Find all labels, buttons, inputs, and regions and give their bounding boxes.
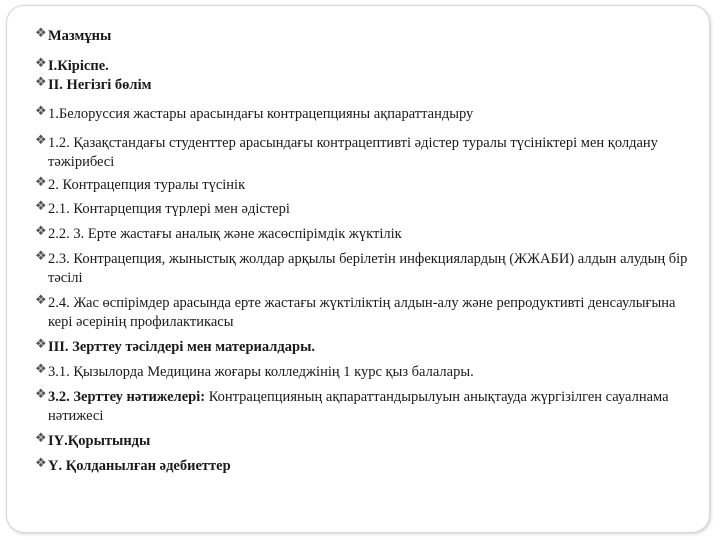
diamond-bullet-icon: ❖ (35, 75, 47, 90)
list-item-text: 1.Белоруссия жастары арасындағы контрацепцияны ақпараттандыру (48, 106, 474, 122)
list-item-text: ІІІ. Зерттеу тәсілдері мен материалдары. (48, 339, 316, 355)
diamond-bullet-icon: ❖ (35, 249, 47, 264)
diamond-bullet-icon: ❖ (35, 337, 47, 352)
list-item-rest: Контрацепцияның ақпараттандырылуын анықтауда жүргізілген сауалнама нәтижесі (48, 389, 669, 424)
list-item-text: 2.3. Контрацепция, жыныстық жолдар арқылы берілетін инфекциялардың (ЖЖАБИ) алдын алудың бір тәсілі (48, 251, 688, 286)
list-item-text: Ү. Қолданылған әдебиеттер (48, 458, 231, 474)
list-item-text: 1.2. Қазақстандағы студенттер арасындағы контрацептивті әдістер туралы түсініктері мен қолдану тәжірибесі (48, 135, 658, 170)
list-item-text: 2.1. Контарцепция түрлері мен әдістері (48, 201, 290, 217)
diamond-bullet-icon: ❖ (35, 199, 47, 214)
diamond-bullet-icon: ❖ (35, 26, 47, 41)
diamond-bullet-icon: ❖ (35, 224, 47, 239)
list-item-text: Мазмұны (48, 28, 112, 44)
diamond-bullet-icon: ❖ (35, 293, 47, 308)
list-item-text (48, 388, 688, 426)
slide-frame (6, 5, 710, 533)
list-item-text: 3.1. Қызылорда Медицина жоғары колледжінің 1 курс қыз балалары. (48, 364, 474, 380)
list-item-text: ІҮ.Қорытынды (48, 433, 151, 449)
diamond-bullet-icon: ❖ (35, 362, 47, 377)
diamond-bullet-icon: ❖ (35, 387, 47, 402)
list-item-text: 2.2. 3. Ерте жастағы аналық және жасөспірімдік жүктілік (48, 226, 402, 242)
diamond-bullet-icon: ❖ (35, 56, 47, 71)
diamond-bullet-icon: ❖ (35, 104, 47, 119)
diamond-bullet-icon: ❖ (35, 431, 47, 446)
list-item-text: 2. Контрацепция туралы түсінік (48, 177, 246, 193)
diamond-bullet-icon: ❖ (35, 175, 47, 190)
list-item-bold-lead: 3.2. Зерттеу нәтижелері: (48, 389, 206, 405)
diamond-bullet-icon: ❖ (35, 133, 47, 148)
list-item-text: І.Кіріспе. (48, 58, 109, 74)
list-item-text: 2.4. Жас өспірімдер арасында ерте жастағы жүктіліктің алдын-алу және репродуктивті денсаулығына кері әсерінің профилактикасы (48, 295, 676, 330)
list-item-text: ІІ. Негізгі бөлім (48, 77, 152, 93)
diamond-bullet-icon: ❖ (35, 456, 47, 471)
